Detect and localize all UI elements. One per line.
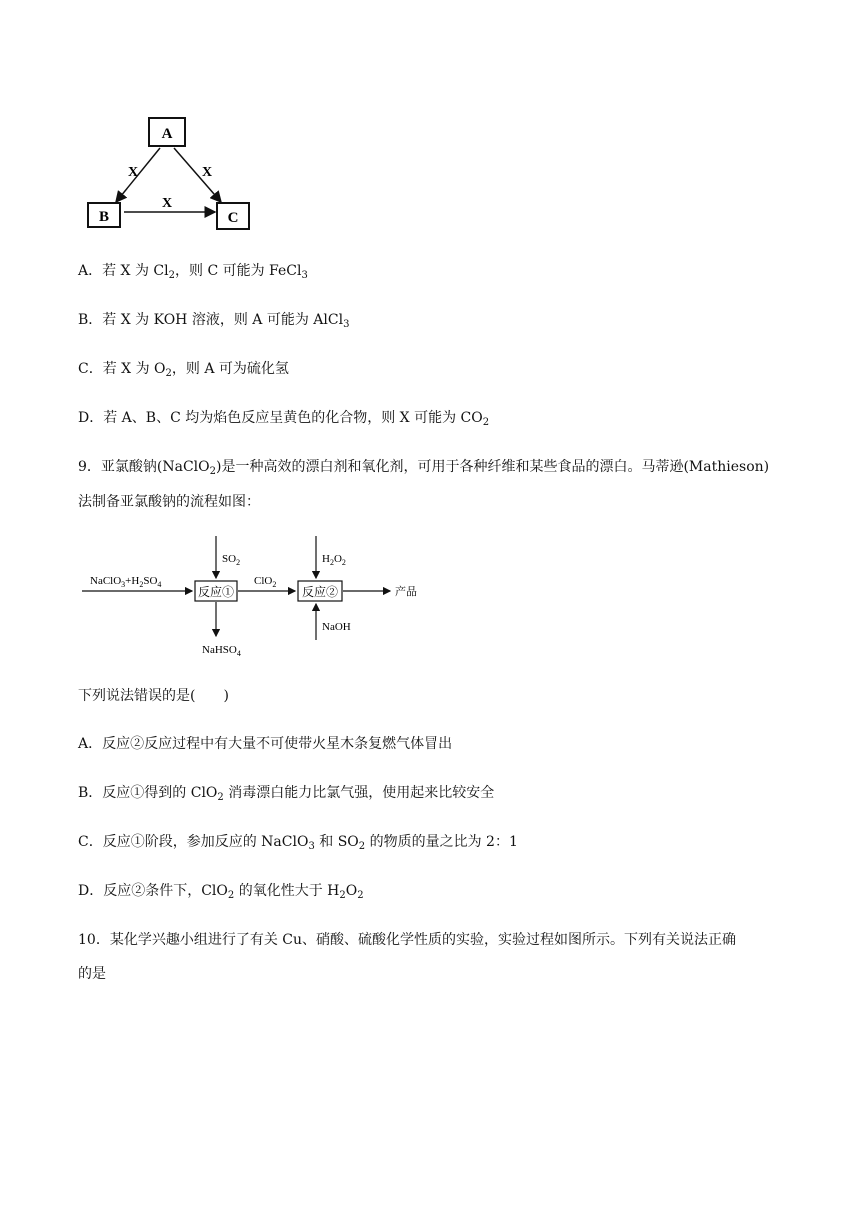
q9-stem-line-2: 法制备亚氯酸钠的流程如图： bbox=[78, 494, 260, 510]
mathieson-process-flow-diagram bbox=[78, 530, 438, 660]
flow-naoh-label: NaOH bbox=[322, 621, 351, 633]
q9-option-b: B．反应①得到的 ClO$_2$ 消毒漂白能力比氯气强，使用起来比较安全 bbox=[78, 785, 495, 803]
edge-label-bc: X bbox=[162, 196, 173, 211]
q10-stem-line-2: 的是 bbox=[78, 966, 106, 982]
node-c-label: C bbox=[227, 210, 239, 226]
abc-transformation-diagram bbox=[80, 110, 270, 235]
q10-stem-line-1: 10．某化学兴趣小组进行了有关 Cu、硝酸、硫酸化学性质的实验，实验过程如图所示。下列有关说法正确 bbox=[78, 932, 736, 948]
q9-option-c: C．反应①阶段，参加反应的 NaClO$_3$ 和 $SO_2$ 的物质的量之比为 2：1 bbox=[78, 834, 518, 852]
flow-input-label: $NaClO_3+H_2SO_4$ bbox=[90, 575, 162, 589]
flow-nahso4-label: NaHSO$_4$ bbox=[202, 644, 241, 658]
reaction2-label: 反应② bbox=[301, 585, 339, 599]
q9-option-d: D．反应②条件下，ClO$_2$ 的氧化性大于 $H_2O_2$ bbox=[78, 883, 364, 901]
flow-so2-label: $SO_2$ bbox=[222, 553, 241, 567]
reaction1-label: 反应① bbox=[197, 585, 235, 599]
q8-option-c: C．若 X 为 $O_2$，则 A 可为硫化氢 bbox=[78, 361, 289, 379]
q8-option-a: A．若 X 为 $Cl_2$，则 C 可能为 FeCl$_3$ bbox=[78, 263, 308, 281]
edge-label-ac: X bbox=[202, 165, 213, 180]
q9-option-a: A．反应②反应过程中有大量不可使带火星木条复燃气体冒出 bbox=[78, 736, 453, 752]
q8-option-b: B．若 X 为 KOH 溶液，则 A 可能为 AlCl$_3$ bbox=[78, 312, 350, 330]
node-a-label: A bbox=[161, 126, 173, 142]
flow-h2o2-label: $H_2O_2$ bbox=[322, 553, 346, 567]
edge-label-ab: X bbox=[128, 165, 139, 180]
flow-product-label: 产品 bbox=[395, 586, 417, 598]
q8-option-d: D．若 A、B、C 均为焰色反应呈黄色的化合物，则 X 可能为 $CO_2$ bbox=[78, 410, 490, 428]
q9-question: 下列说法错误的是( ) bbox=[78, 688, 229, 704]
q9-stem-line-1: 9．亚氯酸钠(NaClO$_2$)是一种高效的漂白剂和氧化剂，可用于各种纤维和某些食品的漂白。马蒂逊(Mathieson) bbox=[78, 459, 770, 477]
arrow-a-to-c bbox=[174, 148, 221, 202]
flow-clo2-label: ClO$_2$ bbox=[254, 575, 277, 589]
node-b-label: B bbox=[98, 209, 110, 225]
